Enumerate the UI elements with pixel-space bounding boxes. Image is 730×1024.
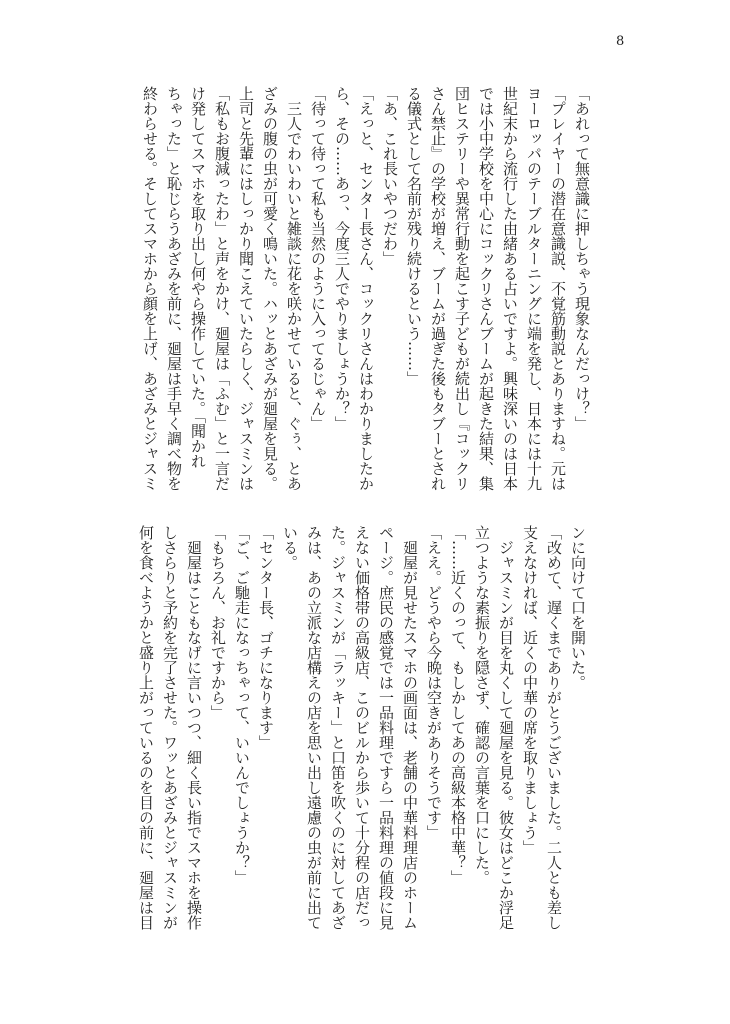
text-column: け発してスマホを取り出し何やら操作していた。「聞かれ: [189, 86, 207, 469]
text-column: さん禁止』の学校が増え、ブームが過ぎた後もタブーとされ: [429, 86, 447, 491]
text-column: 廻屋はこともなげに言いつつ、細く長い指でスマホを操作: [185, 525, 203, 930]
text-column: 廻屋が見せたスマホの画面は、老舗の中華料理店のホーム: [401, 525, 419, 930]
text-column: 「もちろん、お礼ですから」: [209, 525, 227, 720]
text-column: 「プレイヤーの潜在意識説、不覚筋動説とありますね。元は: [549, 86, 567, 491]
text-column: 「改めて、遅くまでありがとうございました。二人とも差し: [545, 525, 563, 930]
text-column: ら、その……あっ、今度三人でやりましょうか？」: [333, 86, 351, 431]
text-column: 世紀末から流行した由緒ある占いですよ。興味深いのは日本: [501, 86, 519, 491]
text-column: 「えっと、センター長さん、コックリさんはわかりましたか: [357, 86, 375, 491]
text-column: 団ヒステリーや異常行動を起こす子どもが続出し『コックリ: [453, 86, 471, 491]
text-column: ちゃった」と恥じらうあざみを前に、廻屋は手早く調べ物を: [165, 86, 183, 491]
text-column: 「ご、ご馳走になっちゃって、いいんでしょうか？」: [233, 525, 251, 885]
text-column: みは、あの立派な店構えの店を思い出し遠慮の虫が前に出て: [305, 525, 323, 930]
text-column: 「ええ。どうやら今晩は空きがありそうです」: [425, 525, 443, 840]
text-column: ざみの腹の虫が可愛く鳴いた。ハッとあざみが廻屋を見る。: [261, 86, 279, 491]
text-column: 「あれって無意識に押しちゃう現象なんだっけ？」: [573, 86, 591, 431]
text-column: 「……近くのって、もしかしてあの高級本格中華？」: [449, 525, 467, 885]
text-column: 「私もお腹減ったわ」と声をかけ、廻屋は「ふむ」と一言だ: [213, 86, 231, 491]
text-column: いる。: [281, 525, 299, 570]
text-column: えない価格帯の高級店、このビルから歩いて十分程の店だっ: [353, 525, 371, 930]
text-column: た。ジャスミンが「ラッキー」と口笛を吹くのに対してあざ: [329, 525, 347, 930]
text-column: では小中学校を中心にコックリさんブームが起きた結果、集: [477, 86, 495, 491]
text-column: 何を食べようかと盛り上がっているのを目の前に、廻屋は目: [137, 525, 155, 930]
text-column: 上司と先輩にはしっかり聞こえていたらしく、ジャスミンは: [237, 86, 255, 491]
text-column: ヨーロッパのテーブルターニングに端を発し、日本には十九: [525, 86, 543, 491]
text-block-bottom: [134, 525, 590, 945]
text-column: 終わらせる。そしてスマホから顔を上げ、あざみとジャスミ: [141, 86, 159, 491]
text-column: ページ。庶民の感覚では一品料理ですら一品料理の値段に見: [377, 525, 395, 930]
text-column: ンに向けて口を開いた。: [569, 525, 587, 690]
page-number: 8: [616, 34, 625, 49]
text-column: 三人でわいわいと雑談に花を咲かせていると、ぐぅ、とあ: [285, 86, 303, 491]
text-block-top: [138, 86, 594, 506]
text-column: ジャスミンが目を丸くして廻屋を見る。彼女はどこか浮足: [497, 525, 515, 930]
text-column: 支えなければ、近くの中華の席を取りましょう」: [521, 525, 539, 855]
text-column: 「センター長、ゴチになります」: [257, 525, 275, 750]
text-column: 「待って待って私も当然のように入ってるじゃん」: [309, 86, 327, 431]
text-column: る儀式として名前が残り続けるという……」: [405, 86, 423, 386]
text-column: 「あ、これ長いやつだわ」: [381, 86, 399, 266]
text-column: 立つような素振りを隠さず、確認の言葉を口にした。: [473, 525, 491, 885]
text-column: しさらりと予約を完了させた。ワッとあざみとジャスミンが: [161, 525, 179, 930]
